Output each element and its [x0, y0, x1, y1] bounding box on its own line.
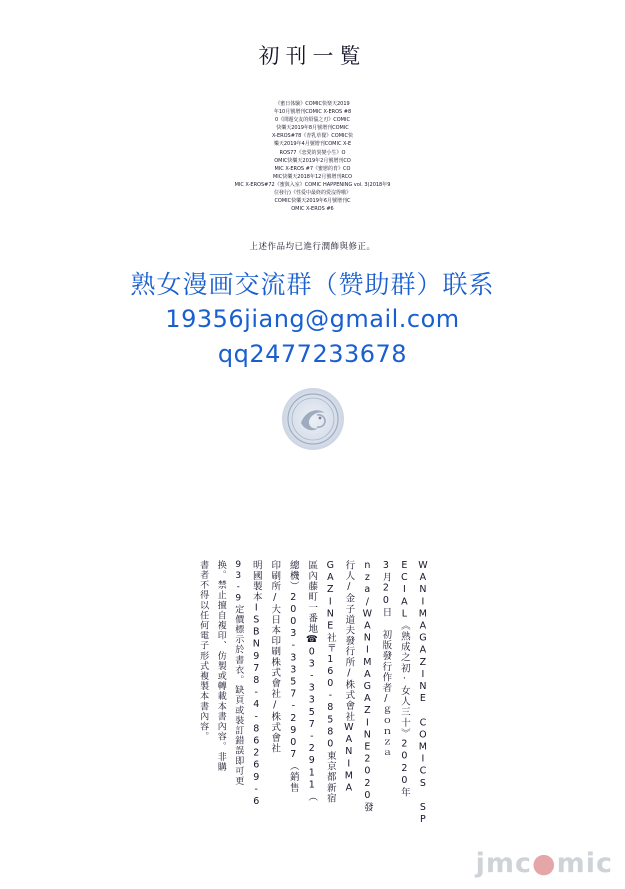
colophon-column: 印刷所/大日本印刷株式會社/株式會社 — [269, 560, 281, 754]
colophon-column: nza/WANIMAGAZINE2020發 — [361, 560, 373, 813]
credits-block — [0, 100, 625, 213]
dragon-seal-icon — [282, 388, 344, 450]
colophon-column: 書者不得以任何電子形式複製本書內容。 — [198, 560, 209, 742]
revision-note: 上述作品均已進行潤飾與修正。 — [249, 242, 376, 252]
credit-line: COMIC快樂天2019年6月號增刊C — [274, 198, 351, 205]
colophon-column: GAZINE社〒160-8580東京都新宿 — [324, 560, 336, 804]
page-title: 初刊一覧 — [258, 44, 367, 68]
colophon-column: 93-9定價標示於書衣。缺頁或裝訂錯誤即可更 — [233, 560, 244, 787]
credit-line: 樂天2019年4月號增刊COMIC X-E — [273, 141, 352, 148]
colophon-column: ECIAL《熟成之初·女人三十》2020年 — [398, 560, 410, 798]
site-watermark — [476, 848, 613, 879]
credit-line: OMIC X-EROS #6 — [291, 206, 334, 213]
contact-group-name: 熟女漫画交流群（赞助群）联系 — [130, 270, 495, 299]
credit-line: MIC X-EROS#72《蜜與入室》COMIC HAPPENING vol. 3(2018年9 — [234, 181, 391, 188]
watermark-dot: ● — [532, 848, 557, 879]
credit-line: OMIC快樂天2019年2月號增刊CO — [274, 157, 351, 164]
colophon-column: 總機）2003-3357-2907（銷售 — [287, 560, 299, 793]
credit-line: 0《問題交友的煩惱之刃》COMIC — [275, 117, 350, 124]
contact-block — [0, 268, 625, 371]
colophon-column: 行人/金子道夫發行所/株式會社WANIMA — [343, 560, 355, 795]
credit-line: 《蜜日体験》COMIC快楽天2019 — [275, 101, 350, 107]
watermark-text-b: mic — [556, 848, 613, 879]
credit-line: MIC快樂天2018年12月號增刊RCO — [272, 173, 353, 180]
credit-line: 年10月號增刊COMIC X-EROS #8 — [273, 109, 352, 116]
contact-email[interactable]: 19356jiang@gmail.com — [165, 304, 460, 333]
colophon-column: 换。禁止擅自複印、仿製或轉載本書內容。非購 — [215, 560, 226, 773]
contact-qq: qq2477233678 — [217, 339, 408, 368]
colophon-column: 3月20日 初版發行作者/ｇｏｎｚａ — [380, 560, 392, 759]
credit-line: 快樂天2019年8月號增刊COMIC — [276, 125, 349, 132]
credit-line: MIC X-EROS #7《蜜戀的育》CO — [274, 165, 351, 172]
colophon-column: 區內藤町一番地☎03-3357-2911（ — [306, 560, 318, 803]
colophon-block — [0, 560, 625, 860]
colophon-column: WANIMAGAZINE COMICS SP — [417, 560, 429, 827]
credit-line: X-EROS#78《青乳草餐》COMIC快 — [272, 133, 353, 140]
credit-line: 位發行)《性爱中最終的愛沒得哦》 — [274, 190, 351, 197]
credit-line: ROS77《恋愛的異變小生》O — [279, 149, 346, 156]
colophon-column: 明國製本ISBN978-4-86269-6 — [250, 560, 262, 809]
watermark-text-a: jmc — [475, 848, 533, 879]
